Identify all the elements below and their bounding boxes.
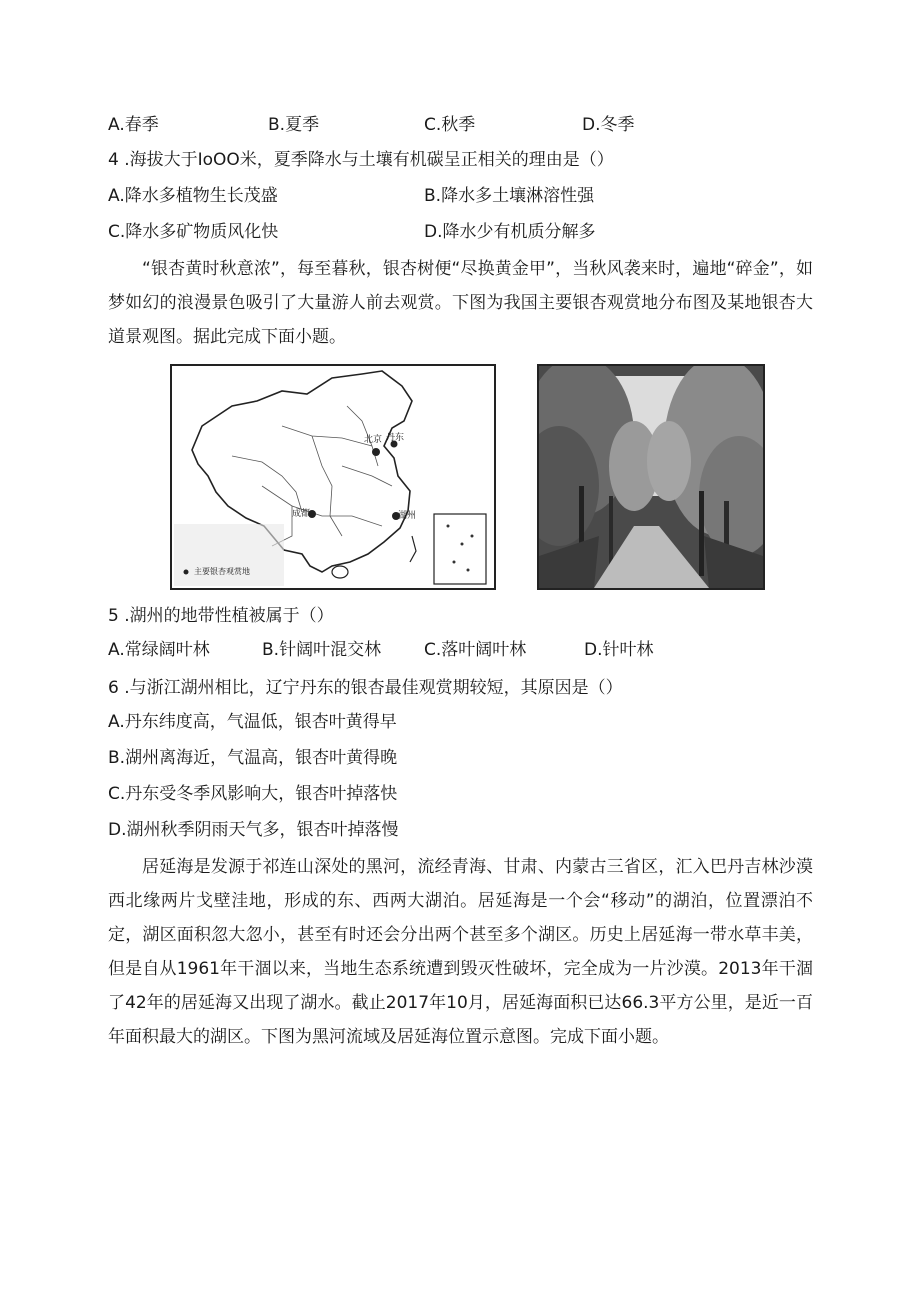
q5-option-d: D.针叶林 bbox=[584, 640, 654, 660]
map-label-beijing: 北京 bbox=[364, 435, 383, 445]
q6-option-b: B.湖州离海近，气温高，银杏叶黄得晚 bbox=[108, 748, 398, 768]
q3-option-c: C.秋季 bbox=[424, 115, 476, 135]
ginkgo-avenue-image bbox=[539, 366, 763, 588]
q6-option-a: A.丹东纬度高，气温低，银杏叶黄得早 bbox=[108, 712, 397, 732]
q5-option-b: B.针阔叶混交林 bbox=[262, 640, 382, 660]
q4-option-b: B.降水多土壤淋溶性强 bbox=[424, 186, 595, 206]
q3-option-a: A.春季 bbox=[108, 115, 159, 135]
china-outline-map bbox=[172, 366, 494, 588]
juyanhai-passage: 居延海是发源于祁连山深处的黑河，流经青海、甘肃、内蒙古三省区，汇入巴丹吉林沙漠西北缘两片戈壁洼地，形成的东、西两大湖泊。居延海是一个会“移动”的湖泊，位置漂泊不定，湖区面积忽大忽小，甚至有时还会分出两个甚至多个湖区。历史上居延海一带水草丰美，但是自从1961年干涸以来，当地生态系统遭到毁灭性破坏，完全成为一片沙漠。2013年干涸了42年的居延海又出现了湖水。截止2017年10月，居延海面积已达66.3平方公里，是近一百年面积最大的湖区。下图为黑河流域及居延海位置示意图。完成下面小题。 bbox=[108, 857, 813, 1047]
q6-option-d: D.湖州秋季阴雨天气多，银杏叶掉落慢 bbox=[108, 820, 399, 840]
q4-option-d: D.降水少有机质分解多 bbox=[424, 222, 596, 242]
map-legend: 主要银杏观赏地 bbox=[194, 567, 250, 576]
ginkgo-passage: “银杏黄时秋意浓”，每至暮秋，银杏树便“尽换黄金甲”，当秋风袭来时，遍地“碎金”，如梦如幻的浪漫景色吸引了大量游人前去观赏。下图为我国主要银杏观赏地分布图及某地银杏大道景观图。据此完成下面小题。 bbox=[108, 259, 813, 347]
q5-stem: 5 .湖州的地带性植被属于（） bbox=[108, 606, 334, 626]
q3-option-d: D.冬季 bbox=[582, 115, 635, 135]
ginkgo-avenue-photo bbox=[537, 364, 765, 590]
q5-option-c: C.落叶阔叶林 bbox=[424, 640, 527, 660]
q6-stem: 6 .与浙江湖州相比，辽宁丹东的银杏最佳观赏期较短，其原因是（） bbox=[108, 678, 623, 698]
map-label-huzhou: 湖州 bbox=[398, 511, 417, 521]
q3-option-b: B.夏季 bbox=[268, 115, 320, 135]
map-label-chengdu: 成都 bbox=[292, 509, 311, 519]
ginkgo-distribution-map bbox=[170, 364, 496, 590]
q5-option-a: A.常绿阔叶林 bbox=[108, 640, 210, 660]
q4-stem: 4 .海拔大于IoOO米，夏季降水与土壤有机碳呈正相关的理由是（） bbox=[108, 150, 614, 170]
q4-option-c: C.降水多矿物质风化快 bbox=[108, 222, 279, 242]
q4-option-a: A.降水多植物生长茂盛 bbox=[108, 186, 278, 206]
map-label-dandong: 丹东 bbox=[386, 433, 405, 443]
q6-option-c: C.丹东受冬季风影响大，银杏叶掉落快 bbox=[108, 784, 398, 804]
